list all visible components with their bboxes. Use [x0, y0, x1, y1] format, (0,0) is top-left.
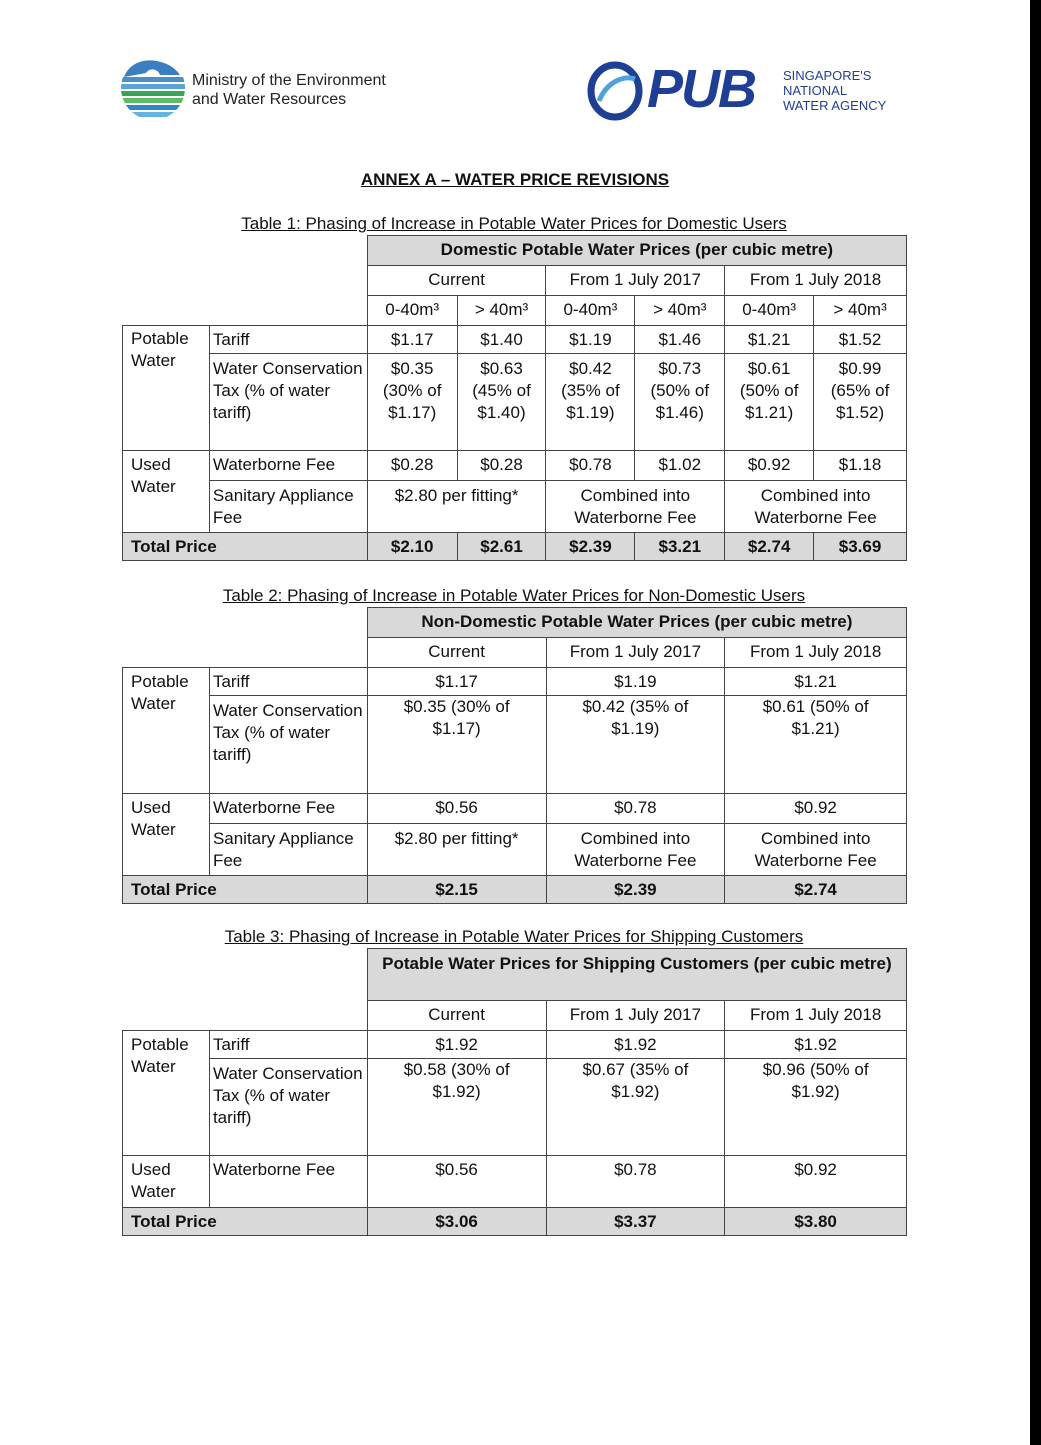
table1-band: > 40m³ — [457, 296, 546, 326]
table1-empty-corner — [123, 236, 368, 326]
table2-wct-cell: $0.42 (35% of $1.19) — [546, 696, 725, 794]
table3-label-waterborne: Waterborne Fee — [209, 1156, 367, 1208]
table1-wct-cell: $0.99 (65% of $1.52) — [814, 354, 907, 451]
table2-label-waterborne: Waterborne Fee — [209, 794, 367, 824]
table1-total-cell: $3.21 — [635, 533, 725, 561]
table1-total-cell: $2.61 — [457, 533, 546, 561]
table2-period-2017: From 1 July 2017 — [546, 638, 725, 668]
document-title: ANNEX A – WATER PRICE REVISIONS — [360, 170, 670, 189]
table1-wct-cell: $0.42 (35% of $1.19) — [546, 354, 635, 451]
table1-total-cell: $2.39 — [546, 533, 635, 561]
table3-waterborne-cell: $0.92 — [725, 1156, 907, 1208]
table3-group-used: Used Water — [123, 1156, 210, 1208]
table2-label-tariff: Tariff — [209, 668, 367, 696]
ministry-name-line1: Ministry of the Environment — [192, 72, 386, 89]
table3-tariff-cell: $1.92 — [546, 1031, 725, 1059]
table1-wct-cell: $0.35 (30% of $1.17) — [367, 354, 457, 451]
table3-tariff-cell: $1.92 — [367, 1031, 546, 1059]
table3-wct-cell: $0.67 (35% of $1.92) — [546, 1059, 725, 1156]
table3-waterborne-cell: $0.78 — [546, 1156, 725, 1208]
ministry-name-line2: and Water Resources — [192, 91, 347, 108]
ministry-name — [192, 71, 386, 109]
table2-label-wct: Water Conservation Tax (% of water tariff) — [209, 696, 367, 794]
pub-logo-block — [585, 55, 915, 125]
table3 — [122, 948, 907, 1236]
table1-period-2017: From 1 July 2017 — [546, 266, 725, 296]
table2-period-current: Current — [367, 638, 546, 668]
table1-group-used: Used Water — [123, 451, 210, 533]
ministry-logo-icon — [120, 55, 186, 121]
table1-waterborne-cell: $0.78 — [546, 451, 635, 481]
table2-tariff-cell: $1.17 — [367, 668, 546, 696]
table2-tariff-cell: $1.21 — [725, 668, 907, 696]
table2-caption: Table 2: Phasing of Increase in Potable Water Prices for Non-Domestic Users — [222, 586, 806, 605]
table3-label-wct: Water Conservation Tax (% of water tariff) — [209, 1059, 367, 1156]
table2-period-2018: From 1 July 2018 — [725, 638, 907, 668]
table2-sanitary-cell: Combined into Waterborne Fee — [546, 824, 725, 876]
table1-tariff-cell: $1.19 — [546, 326, 635, 354]
table1-caption: Table 1: Phasing of Increase in Potable Water Prices for Domestic Users — [241, 214, 787, 233]
table3-period-2017: From 1 July 2017 — [546, 1001, 725, 1031]
table1-group-potable: Potable Water — [123, 326, 210, 451]
table1-wct-cell: $0.61 (50% of $1.21) — [725, 354, 814, 451]
table1-heading: Domestic Potable Water Prices (per cubic metre) — [367, 236, 906, 266]
table3-label-tariff: Tariff — [209, 1031, 367, 1059]
table2-waterborne-cell: $0.78 — [546, 794, 725, 824]
table1-wct-cell: $0.63 (45% of $1.40) — [457, 354, 546, 451]
table2-total-cell: $2.74 — [725, 876, 907, 904]
table2-sanitary-cell: Combined into Waterborne Fee — [725, 824, 907, 876]
table2-sanitary-cell: $2.80 per fitting* — [367, 824, 546, 876]
table1-sanitary-cell: $2.80 per fitting* — [367, 481, 546, 533]
table3-total-cell: $3.80 — [725, 1208, 907, 1236]
table2-waterborne-cell: $0.56 — [367, 794, 546, 824]
table1-label-waterborne: Waterborne Fee — [209, 451, 367, 481]
table2-group-potable: Potable Water — [123, 668, 210, 794]
table2-total-cell: $2.39 — [546, 876, 725, 904]
table1-label-wct: Water Conservation Tax (% of water tariff) — [209, 354, 367, 451]
table1-sanitary-cell: Combined into Waterborne Fee — [546, 481, 725, 533]
table3-heading: Potable Water Prices for Shipping Customers (per cubic metre) — [367, 949, 906, 1001]
table3-empty-corner — [123, 949, 368, 1031]
table1-total-cell: $2.74 — [725, 533, 814, 561]
pub-tagline — [783, 68, 886, 113]
table2 — [122, 607, 907, 904]
table1-waterborne-cell: $0.92 — [725, 451, 814, 481]
table3-period-current: Current — [367, 1001, 546, 1031]
table3-total-cell: $3.06 — [367, 1208, 546, 1236]
table1-waterborne-cell: $0.28 — [367, 451, 457, 481]
table2-tariff-cell: $1.19 — [546, 668, 725, 696]
table3-total-cell: $3.37 — [546, 1208, 725, 1236]
pub-tagline-line2: NATIONAL — [783, 83, 848, 98]
table3-period-2018: From 1 July 2018 — [725, 1001, 907, 1031]
table3-wct-cell: $0.58 (30% of $1.92) — [367, 1059, 546, 1156]
pub-tagline-line3: WATER AGENCY — [783, 98, 887, 113]
table2-total-cell: $2.15 — [367, 876, 546, 904]
table1-tariff-cell: $1.17 — [367, 326, 457, 354]
table1-tariff-cell: $1.46 — [635, 326, 725, 354]
table2-wct-cell: $0.61 (50% of $1.21) — [725, 696, 907, 794]
table1-band: > 40m³ — [635, 296, 725, 326]
table3-wct-cell: $0.96 (50% of $1.92) — [725, 1059, 907, 1156]
table1-total-cell: $3.69 — [814, 533, 907, 561]
table1-period-current: Current — [367, 266, 546, 296]
table2-empty-corner — [123, 608, 368, 668]
table1-wct-cell: $0.73 (50% of $1.46) — [635, 354, 725, 451]
table3-caption: Table 3: Phasing of Increase in Potable Water Prices for Shipping Customers — [224, 927, 804, 946]
table1-label-tariff: Tariff — [209, 326, 367, 354]
table1-waterborne-cell: $1.18 — [814, 451, 907, 481]
table2-heading: Non-Domestic Potable Water Prices (per cubic metre) — [367, 608, 906, 638]
table3-group-potable: Potable Water — [123, 1031, 210, 1156]
table2-waterborne-cell: $0.92 — [725, 794, 907, 824]
table3-tariff-cell: $1.92 — [725, 1031, 907, 1059]
table1-sanitary-cell: Combined into Waterborne Fee — [725, 481, 907, 533]
table1-period-2018: From 1 July 2018 — [725, 266, 907, 296]
table1-waterborne-cell: $0.28 — [457, 451, 546, 481]
pub-swirl-icon — [585, 61, 645, 121]
table2-label-sanitary: Sanitary Appliance Fee — [209, 824, 367, 876]
table1-band: 0-40m³ — [367, 296, 457, 326]
table1-tariff-cell: $1.40 — [457, 326, 546, 354]
table1-band: 0-40m³ — [725, 296, 814, 326]
table3-waterborne-cell: $0.56 — [367, 1156, 546, 1208]
table2-label-total: Total Price — [123, 876, 368, 904]
page-edge — [1030, 0, 1041, 1445]
table1 — [122, 235, 907, 561]
table1-waterborne-cell: $1.02 — [635, 451, 725, 481]
table1-total-cell: $2.10 — [367, 533, 457, 561]
table2-group-used: Used Water — [123, 794, 210, 876]
table3-label-total: Total Price — [123, 1208, 368, 1236]
pub-tagline-line1: SINGAPORE'S — [783, 68, 872, 83]
table1-band: 0-40m³ — [546, 296, 635, 326]
ministry-logo-block — [120, 55, 420, 125]
table1-band: > 40m³ — [814, 296, 907, 326]
table1-label-sanitary: Sanitary Appliance Fee — [209, 481, 367, 533]
table1-tariff-cell: $1.52 — [814, 326, 907, 354]
table1-tariff-cell: $1.21 — [725, 326, 814, 354]
table1-label-total: Total Price — [123, 533, 368, 561]
pub-wordmark: PUB — [647, 59, 756, 119]
table2-wct-cell: $0.35 (30% of $1.17) — [367, 696, 546, 794]
